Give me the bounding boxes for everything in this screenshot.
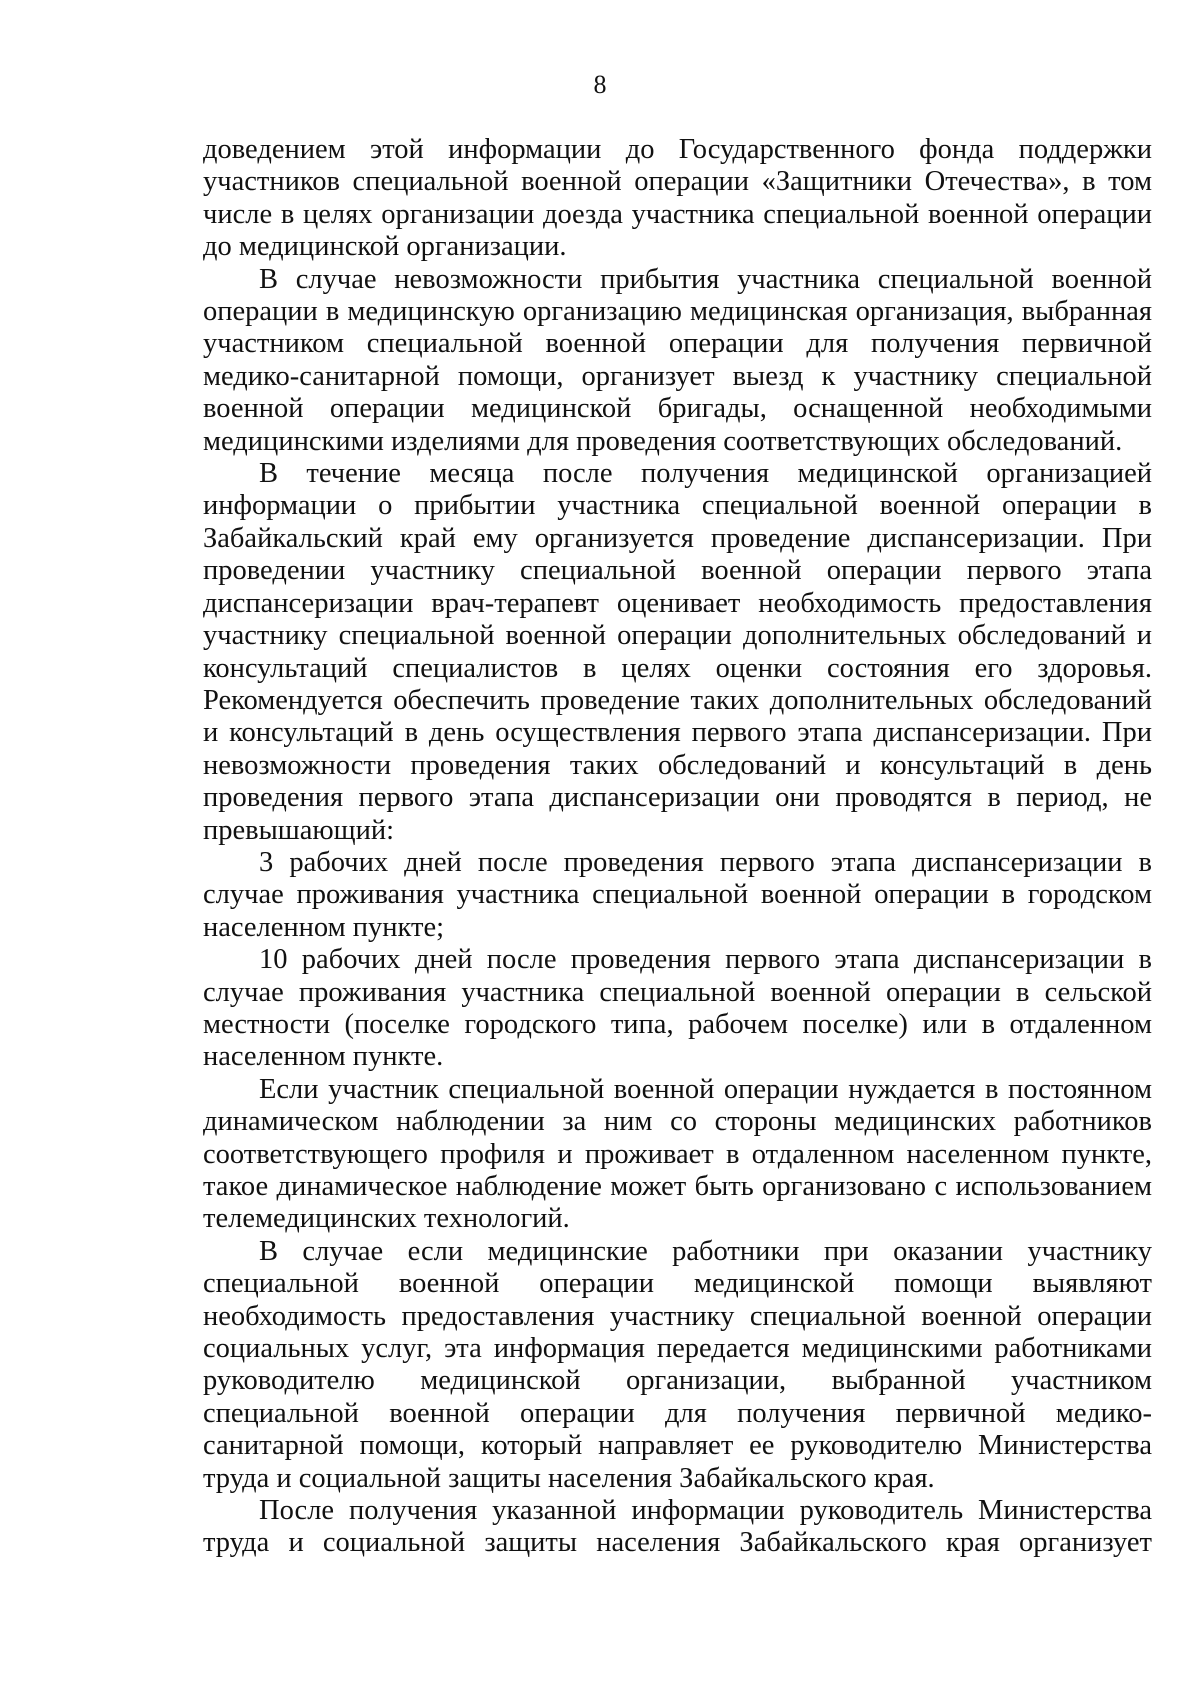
page-number: 8 (593, 70, 607, 99)
paragraph-urban-term: 3 рабочих дней после проведения первого этапа диспансеризации в случае проживания участника специальной военной операции в городском населенном пункте; (203, 846, 1152, 943)
document-body (203, 134, 1152, 1560)
paragraph-rural-term: 10 рабочих дней после проведения первого этапа диспансеризации в случае проживания участника специальной военной операции в сельской местности (поселке городского типа, рабочем поселке) или в отдаленном населенном пункте. (203, 944, 1152, 1073)
paragraph-continuation: доведением этой информации до Государственного фонда поддержки участников специальной военной операции «Защитники Отечества», в том числе в целях организации доезда участника специальной военной операции до медицинской организации. (203, 134, 1152, 263)
paragraph-social-services: В случае если медицинские работники при оказании участнику специальной военной операции медицинской помощи выявляют необходимость предоставления участнику специальной военной операции социальных услуг, эта информация передается медицинскими работниками руководителю медицинской организации, выбранной участником специальной военной операции для получения первичной медико-санитарной помощи, который направляет ее руководителю Министерства труда и социальной защиты населения Забайкальского края. (203, 1235, 1152, 1494)
paragraph-medical-brigade: В случае невозможности прибытия участника специальной военной операции в медицинскую организацию медицинская организация, выбранная участником специальной военной операции для получения первичной медико-санитарной помощи, организует выезд к участнику специальной военной операции медицинской бригады, оснащенной необходимыми медицинскими изделиями для проведения соответствующих обследований. (203, 263, 1152, 457)
paragraph-ministry: После получения указанной информации руководитель Министерства труда и социальной защиты населения Забайкальского края организует (203, 1495, 1152, 1559)
paragraph-telemedicine: Если участник специальной военной операции нуждается в постоянном динамическом наблюдении за ним со стороны медицинских работников соответствующего профиля и проживает в отдаленном населенном пункте, такое динамическое наблюдение может быть организовано с использованием телемедицинских технологий. (203, 1073, 1152, 1235)
paragraph-dispensary-examination: В течение месяца после получения медицинской организацией информации о прибытии участника специальной военной операции в Забайкальский край ему организуется проведение диспансеризации. При проведении участнику специальной военной операции первого этапа диспансеризации врач-терапевт оценивает необходимость предоставления участнику специальной военной операции дополнительных обследований и консультаций специалистов в целях оценки состояния его здоровья. Рекомендуется обеспечить проведение таких дополнительных обследований и консультаций в день осуществления первого этапа диспансеризации. При невозможности проведения таких обследований и консультаций в день проведения первого этапа диспансеризации они проводятся в период, не превышающий: (203, 458, 1152, 846)
